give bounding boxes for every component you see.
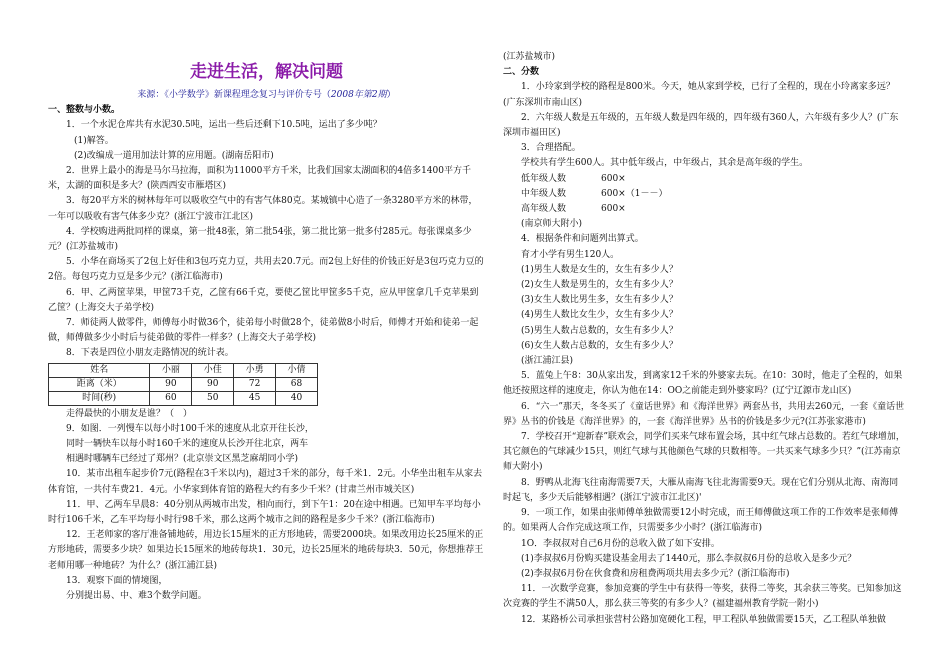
table-row xyxy=(49,391,318,405)
fraction-question-3-source: (南京师大附小) xyxy=(521,219,583,230)
table-cell: 40 xyxy=(276,391,318,405)
table-cell: 68 xyxy=(276,377,318,391)
left-column xyxy=(48,0,485,604)
question-13: 13．观察下面的情境图， xyxy=(66,575,168,586)
fraction-question-4-text: 育才小学有男生120人。 xyxy=(521,249,620,260)
fraction-question-4-source: (浙江浦江县) xyxy=(521,356,574,367)
matching-expr: 600×（1－－） xyxy=(601,188,668,199)
matching-expr: 600× xyxy=(601,204,626,215)
question-9: 9．如图．一列慢车以每小时100千米的速度从北京开往长沙， xyxy=(66,423,314,434)
section-heading-integers: 一、整数与小数。 xyxy=(48,105,121,116)
matching-expr: 600× xyxy=(601,173,626,184)
table-header-cell: 小勇 xyxy=(234,363,276,377)
question-5: 5．小华在商场买了2包上好佳和3包巧克力豆，共用去20.7元。而2包上好佳的价钱正好是3包巧克力豆的2倍。每包巧克力豆是多少元？(浙江临海市) xyxy=(48,257,484,283)
question-3: 3．每20平方米的树林每年可以吸收空气中的有害气体80克。某城镇中心造了一条3280平方米的林带，一年可以吸收有害气体多少克？(浙江宁波市江北区) xyxy=(48,196,478,222)
table-cell: 90 xyxy=(150,377,192,391)
question-10: 10．某市出租车起步价7元(路程在3千米以内)，超过3千米的部分，每千米1．2元。小华坐出租车从家去体育馆，一共付车费21．4元。小华家到体育馆的路程大约有多少千米？(甘肃兰州市城关区) xyxy=(48,469,483,495)
fraction-question-5: 5．蓝兔上午8：30从家出发，到离家12千米的外婆家去玩。在10：30时，他走了全程的，如果他还按照这样的速度走，你认为他在14：OO之前能走到外婆家吗？(辽宁辽源市龙山区) xyxy=(503,371,903,397)
fraction-question-11: 11．一次数学竞赛，参加竞赛的学生中有获得一等奖，获得二等奖，其余获三等奖。已知参加这次竞赛的学生不满50人，那么获三等奖的有多少人？(福建福州教育学院一附小) xyxy=(503,584,902,610)
sub-question: (3)女生人数比男生多，女生有多少人？ xyxy=(521,295,678,306)
fraction-question-10-part-2: (2)李叔叔6月份在伙食费和房租费两项共用去多少元？(浙江临海市) xyxy=(521,568,790,579)
section-heading-fractions: 二、分数 xyxy=(503,67,540,78)
sub-question: (6)女生人数占总数的，女生有多少人？ xyxy=(521,340,678,351)
question-4: 4．学校购进两批同样的课桌，第一批48张，第二批54张，第二批比第一批多付285元。每张课桌多少元？(江苏盐城市) xyxy=(48,226,472,253)
fraction-question-4: 4．根据条件和问题列出算式。 xyxy=(521,234,644,245)
sub-question: (2)女生人数是男生的，女生有多少人？ xyxy=(521,280,678,291)
question-9-line-2: 同时一辆快车以每小时160千米的速度从长沙开往北京，两车 xyxy=(66,439,309,450)
sub-question: (5)男生人数占总数的，女生有多少人？ xyxy=(521,325,678,336)
source-issue: 2008年第2期 xyxy=(330,90,387,100)
table-header-cell: 小丽 xyxy=(150,363,192,377)
source-line xyxy=(48,88,485,103)
question-1-part-b: (2)改编成一道用加法计算的应用题。(湖南岳阳市) xyxy=(74,150,274,161)
table-row xyxy=(49,377,318,391)
matching-rows xyxy=(503,172,905,218)
question-6: 6．甲、乙两筐苹果，甲筐73千克，乙筐有66千克，要使乙筐比甲筐多5千克，应从甲筐拿几千克苹果到乙筐？(上海交大子弟学校) xyxy=(48,287,479,313)
table-header-row xyxy=(49,363,318,377)
fraction-question-3-text: 学校共有学生600人。其中低年级占，中年级占，其余是高年级的学生。 xyxy=(521,158,809,169)
matching-label: 高年级人数 xyxy=(521,204,567,215)
question-11: 11．甲、乙两车早晨8：40分别从两城市出发，相向而行，到下午1：20在途中相遇。已知甲车平均每小时行106千米，乙车平均每小时行98千米，那么这两个城市之间的路程是多少千米？(浙江临海市) xyxy=(48,499,481,526)
question-1: 1．一个水泥仓库共有水泥30.5吨，运出一些后还剩下10.5吨，运出了多少吨？ xyxy=(66,120,382,131)
sub-question: (4)男生人数比女生少，女生有多少人？ xyxy=(521,310,678,321)
table-cell: 距离（米） xyxy=(49,377,150,391)
fraction-question-9: 9．一项工作，如果由张师傅单独做需要12小时完成，而王师傅做这项工作的工作效率是张师傅的。如果两人合作完成这项工作，只需要多少小时？(浙江临海市) xyxy=(503,508,899,534)
page-title: 走进生活，解决问题 xyxy=(190,62,343,82)
question-8-prompt: 走得最快的小朋友是谁？（ ） xyxy=(66,408,193,419)
fraction-question-6: 6．“六一”那天，冬冬买了《童话世界》和《海洋世界》两套丛书，共用去260元，一套《童话世界》丛书的价钱是《海洋世界》的，一套《海洋世界》丛书的价钱是多少元?(江苏张家港市) xyxy=(503,401,905,427)
walking-stats-table xyxy=(48,363,318,406)
table-header-cell: 小倩 xyxy=(276,363,318,377)
question-13-line-2: 分别提出易、中、难3个数学问题。 xyxy=(66,591,207,602)
fraction-question-12: 12．某路桥公司承担张营村公路加宽硬化工程，甲工程队单独做需要15天，乙工程队单独做 xyxy=(521,614,886,625)
fraction-question-10-part-1: (1)李叔叔6月份购买建设基金用去了1440元，那么李叔叔6月份的总收入是多少元？ xyxy=(521,553,857,564)
fraction-question-8: 8．野鸭从北海飞往南海需要7天，大雁从南海飞往北海需要9天。现在它们分别从北海、南海同时起飞，多少天后能够相遇？(浙江宁波市江北区)' xyxy=(503,477,899,503)
matching-label: 低年级人数 xyxy=(521,173,567,184)
question-2: 2．世界上最小的海是马尔马拉海，面积为11000平方千米，比我们国家太湖面积的4倍多1400平方千米，太湖的面积是多大？(陕西西安市雁塔区) xyxy=(48,166,471,192)
table-cell: 60 xyxy=(150,391,192,405)
question-9-line-3: 相遇时哪辆车已经过了郑州？(北京崇文区黑芝麻胡同小学) xyxy=(66,454,299,465)
fraction-question-10: 1O．李叔叔对自己6月份的总收入做了如下安排。 xyxy=(521,538,720,549)
question-1-part-a: (1)解答。 xyxy=(74,135,114,146)
fraction-question-3: 3．合理搭配。 xyxy=(521,143,581,154)
question-8: 8．下表是四位小朋友走路情况的统计表。 xyxy=(66,348,234,359)
right-column xyxy=(503,50,905,628)
source-close: ） xyxy=(386,90,396,100)
sub-question: (1)男生人数是女生的，女生有多少人？ xyxy=(521,264,678,275)
fraction-question-2: 2．六年级人数是五年级的，五年级人数是四年级的，四年级有360人，六年级有多少人？(广东深圳市福田区) xyxy=(503,112,899,139)
table-cell: 90 xyxy=(192,377,234,391)
table-cell: 时间(秒) xyxy=(49,391,150,405)
question-12: 12．王老师家的客厅准备铺地砖，用边长15厘米的正方形地砖，需要2000块。如果改用边长25厘米的正方形地砖，需要多少块？如果边长15厘米的地砖每块1．30元，边长25厘米的地砖每块3．50元，你想推荐王老师用哪一种地砖？为什么？(浙江浦江县) xyxy=(48,530,484,571)
table-cell: 45 xyxy=(234,391,276,405)
fraction-question-7: 7．学校召开“迎新春”联欢会，同学们买来气球布置会场，其中红气球占总数的。若红气球增加，其它颜色的气球减少15只，则红气球与其他颜色气球的只数相等。一共买来气球多少只？”(江苏南京师大附小) xyxy=(503,432,905,473)
continued-source: (江苏盐城市) xyxy=(503,52,556,62)
question-7: 7．师徒两人做零件，师傅每小时做36个，徒弟每小时做28个，徒弟做8小时后，师傅才开始和徒弟一起做，师傅做多少小时后与徒弟做的零件一样多？(上海交大子弟学校) xyxy=(48,318,479,344)
matching-label: 中年级人数 xyxy=(521,188,567,199)
source-label: 来源：《小学数学》新课程理念复习与评价专号（ xyxy=(137,90,331,100)
table-header-cell: 小佳 xyxy=(192,363,234,377)
table-header-cell: 姓名 xyxy=(49,363,150,377)
table-cell: 72 xyxy=(234,377,276,391)
table-cell: 50 xyxy=(192,391,234,405)
fraction-question-1: 1．小玲家到学校的路程是800米。今天，她从家到学校，已行了全程的，现在小玲离家多远？(广东深圳市南山区) xyxy=(503,82,895,108)
